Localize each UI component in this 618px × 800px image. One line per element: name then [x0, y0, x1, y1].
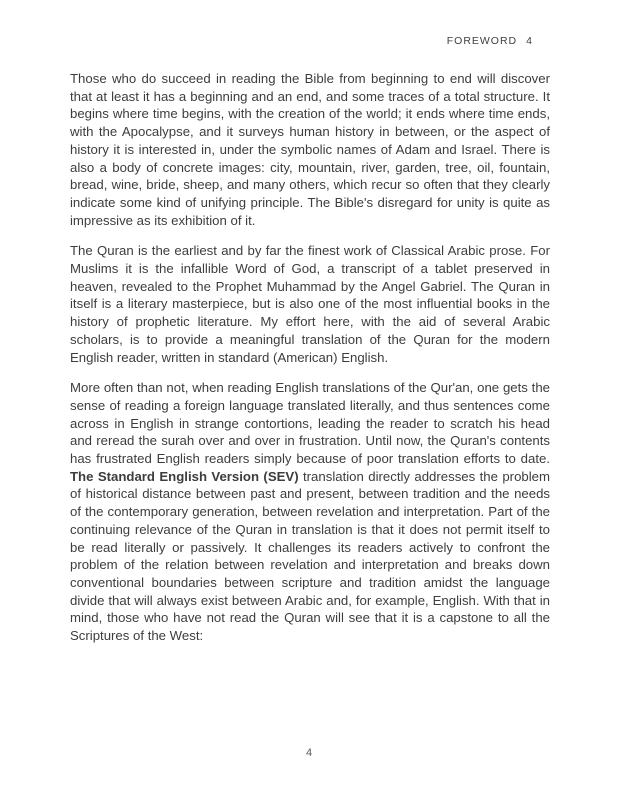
text-segment: Those who do succeed in reading the Bible from beginning to end will discover that at least it has a beginning and an end, and some traces of a total structure. It begins where time begins, with the creation of the world; it ends where time ends, with the Apocalypse, and it surveys human history in between, or the aspect of history it is interested in, under the symbolic names of Adam and Israel. There is also a body of concrete images: city, mountain, river, garden, tree, oil, fountain, bread, wine, bride, sheep, and many others, which recur so often that they clearly indicate some kind of unifying principle. The Bible's disregard for unity is quite as impressive as its exhibition of it.: [70, 71, 550, 228]
paragraph: [70, 242, 550, 366]
text-segment: More often than not, when reading English translations of the Qur'an, one gets the sense of reading a foreign language translated literally, and thus sentences come across in English in strange contortions, leading the reader to scratch his head and reread the surah over and over in frustration. Until now, the Quran's contents has frustrated English readers simply because of poor translation efforts to date.: [70, 380, 550, 467]
page-body: [70, 70, 550, 658]
text-segment: translation directly addresses the problem of historical distance between past and present, between tradition and the needs of the contemporary generation, between revelation and interpretation. Part of the continuing relevance of the Quran in translation is that it does not permit itself to be read literally or passively. It challenges its readers actively to confront the problem of the relation between revelation and interpretation and breaks down conventional boundaries between scripture and tradition amidst the language divide that will always exist between Arabic and, for example, English. With that in mind, those who have not read the Quran will see that it is a capstone to all the Scriptures of the West:: [70, 468, 550, 644]
paragraph: [70, 379, 550, 645]
running-header-title: FOREWORD: [446, 35, 518, 47]
footer-page-number: 4: [305, 747, 313, 759]
bold-text-segment: The Standard English Version (SEV): [70, 468, 299, 484]
page-footer: [0, 747, 618, 759]
running-header: [447, 35, 533, 47]
running-header-page-number: 4: [526, 35, 533, 47]
text-segment: The Quran is the earliest and by far the finest work of Classical Arabic prose. For Muslims it is the infallible Word of God, a transcript of a tablet preserved in heaven, revealed to the Prophet Muhammad by the Angel Gabriel. The Quran in itself is a literary masterpiece, but is also one of the most influential books in the history of prophetic literature. My effort here, with the aid of several Arabic scholars, is to provide a meaningful translation of the Quran for the modern English reader, written in standard (American) English.: [70, 243, 550, 365]
paragraph: [70, 70, 550, 229]
